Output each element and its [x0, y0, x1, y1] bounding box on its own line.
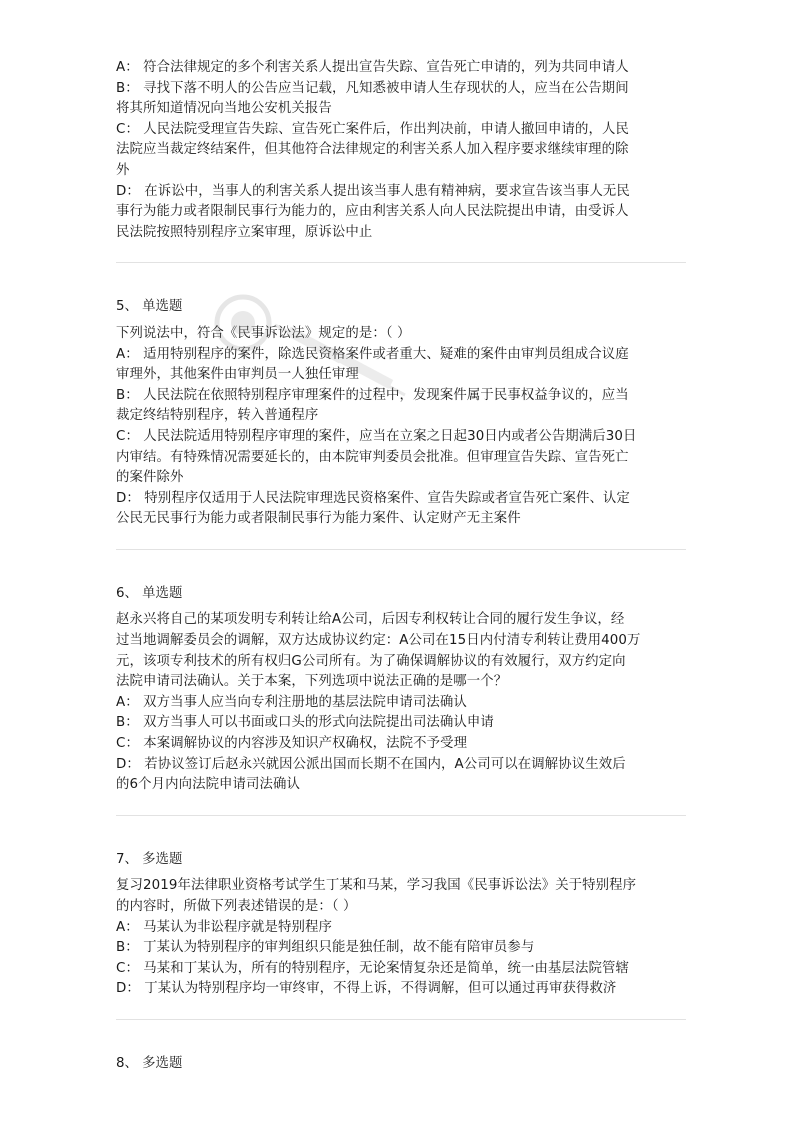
q4-option-d: D： 在诉讼中，当事人的利害关系人提出该当事人患有精神病，要求宣告该当事人无民 事行为能力或者限制民事行为能力的，应由利害关系人向人民法院提出申请，由受诉人 民法院按照特别程序立案审理，原诉讼中止: [116, 183, 630, 240]
question-6-stem: 赵永兴将自己的某项发明专利转让给A公司，后因专利权转让合同的履行发生争议，经 过当地调解委员会的调解，双方达成协议约定：A公司在15日内付清专利转让费用400万 元，该项专利技术的所有权归G公司所有。为了确保调解协议的有效履行，双方约定向 法院申请司法确认。关于本案，下列选项中说法正确的是哪一个？: [116, 612, 641, 690]
q7-option-b: B： 丁某认为特别程序的审判组织只能是独任制，故不能有陪审员参与: [116, 940, 535, 956]
q7-option-d: D： 丁某认为特别程序均一审终审，不得上诉，不得调解，但可以通过再审获得救济: [116, 981, 617, 997]
question-5: [116, 297, 686, 530]
question-8-header: 8、 多选题: [116, 1055, 183, 1071]
question-6-header: 6、 单选题: [116, 585, 183, 601]
question-7-header: 7、 多选题: [116, 851, 183, 867]
q5-option-b: B： 人民法院在依照特别程序审理案件的过程中，发现案件属于民事权益争议的，应当 裁定终结特别程序，转入普通程序: [116, 387, 629, 424]
question-7: [116, 850, 686, 1000]
q4-option-a: A： 符合法律规定的多个利害关系人提出宣告失踪、宣告死亡申请的，列为共同申请人: [116, 60, 629, 75]
question-8: [116, 1054, 686, 1075]
document-page: [116, 58, 686, 1075]
q7-option-a: A： 马某认为非讼程序就是特别程序: [116, 919, 332, 935]
q5-option-a: A： 适用特别程序的案件，除选民资格案件或者重大、疑难的案件由审判员组成合议庭 审理外，其他案件由审判员一人独任审理: [116, 346, 629, 383]
question-7-stem: 复习2019年法律职业资格考试学生丁某和马某，学习我国《民事诉讼法》关于特别程序 的内容时，所做下列表述错误的是：（ ）: [116, 878, 637, 914]
question-4-options: [116, 58, 686, 243]
q6-option-d: D： 若协议签订后赵永兴就因公派出国而长期不在国内，A公司可以在调解协议生效后 的6个月内向法院申请司法确认: [116, 756, 626, 793]
q6-option-b: B： 双方当事人可以书面或口头的形式向法院提出司法确认申请: [116, 715, 494, 731]
question-6: [116, 584, 686, 796]
q6-option-a: A： 双方当事人应当向专利注册地的基层法院申请司法确认: [116, 694, 467, 710]
question-5-stem: 下列说法中，符合《民事诉讼法》规定的是：（ ）: [116, 325, 411, 341]
q5-option-c: C： 人民法院适用特别程序审理的案件，应当在立案之日起30日内或者公告期满后30日 内审结。有特殊情况需要延长的，由本院审判委员会批准。但审理宣告失踪、宣告死亡 的案件除外: [116, 428, 637, 486]
q5-option-d: D： 特别程序仅适用于人民法院审理选民资格案件、宣告失踪或者宣告死亡案件、认定 公民无民事行为能力或者限制民事行为能力案件、认定财产无主案件: [116, 490, 630, 527]
q4-option-c: C： 人民法院受理宣告失踪、宣告死亡案件后，作出判决前，申请人撤回申请的，人民 法院应当裁定终结案件，但其他符合法律规定的利害关系人加入程序要求继续审理的除 外: [116, 121, 629, 178]
q4-option-b: B： 寻找下落不明人的公告应当记载，凡知悉被申请人生存现状的人，应当在公告期间 将其所知道情况向当地公安机关报告: [116, 80, 629, 117]
q6-option-c: C： 本案调解协议的内容涉及知识产权确权，法院不予受理: [116, 736, 468, 752]
question-5-header: 5、 单选题: [116, 299, 183, 315]
q7-option-c: C： 马某和丁某认为，所有的特别程序，无论案情复杂还是简单，统一由基层法院管辖: [116, 960, 629, 976]
